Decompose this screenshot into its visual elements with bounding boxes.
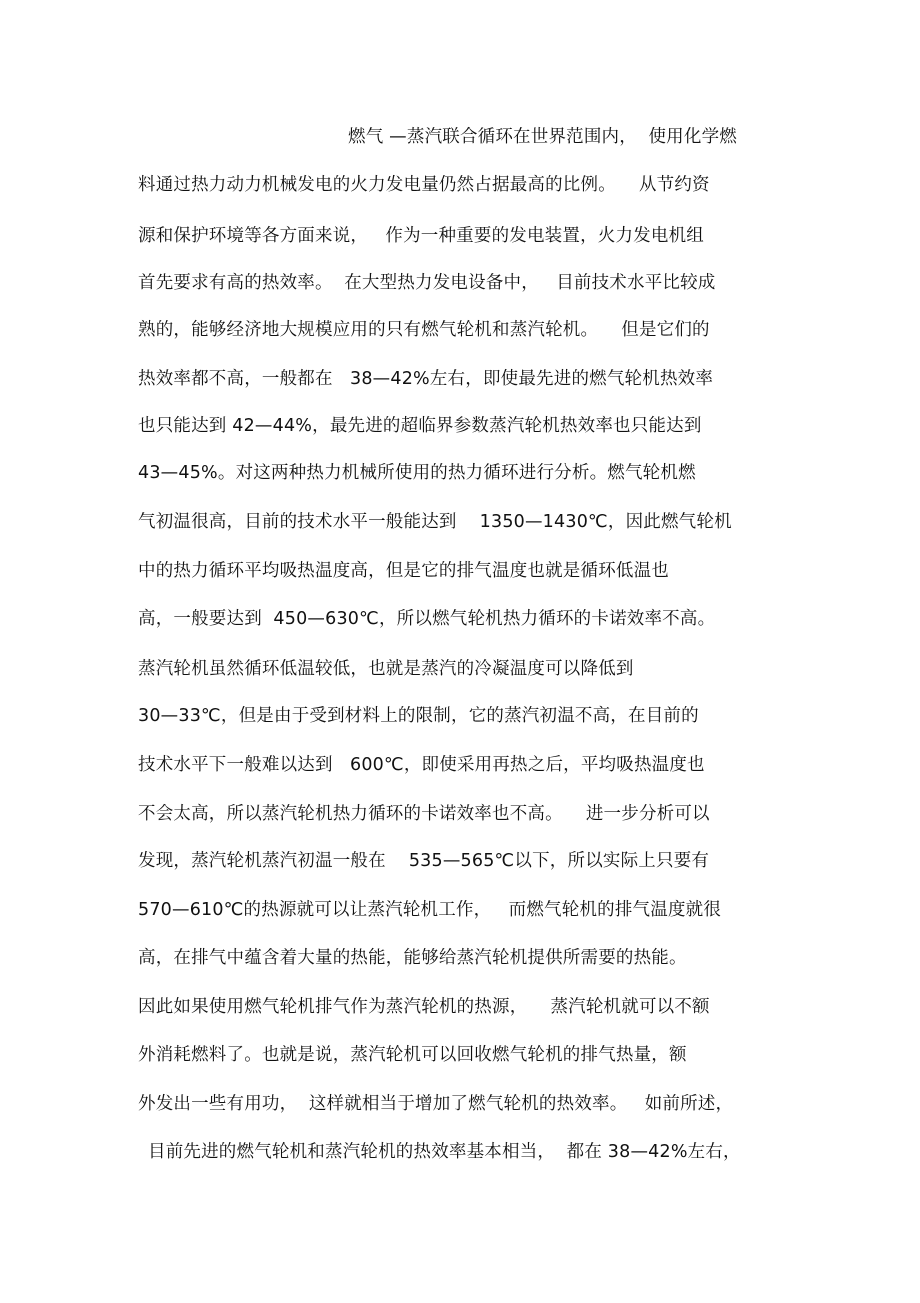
text-line: 首先要求有高的热效率。 在大型热力发电设备中， 目前技术水平比较成 <box>138 273 716 293</box>
text-line: 料通过热力动力机械发电的火力发电量仍然占据最高的比例。 从节约资 <box>138 175 710 195</box>
text-line: 也只能达到 42—44%，最先进的超临界参数蒸汽轮机热效率也只能达到 <box>138 416 702 436</box>
text-line: 570—610℃的热源就可以让蒸汽轮机工作， 而燃气轮机的排气温度就很 <box>138 900 722 920</box>
text-line: 43—45%。对这两种热力机械所使用的热力循环进行分析。燃气轮机燃 <box>138 463 696 483</box>
text-line: 气初温很高，目前的技术水平一般能达到 1350—1430℃，因此燃气轮机 <box>138 512 732 532</box>
text-line: 中的热力循环平均吸热温度高，但是它的排气温度也就是循环低温也 <box>138 561 669 581</box>
text-line: 热效率都不高，一般都在 38—42%左右，即使最先进的燃气轮机热效率 <box>138 369 714 389</box>
text-line: 燃气 —蒸汽联合循环在世界范围内， 使用化学燃 <box>348 127 737 147</box>
text-line: 目前先进的燃气轮机和蒸汽轮机的热效率基本相当， 都在 38—42%左右， <box>148 1142 741 1162</box>
text-line: 外消耗燃料了。也就是说，蒸汽轮机可以回收燃气轮机的排气热量，额 <box>138 1045 687 1065</box>
text-line: 源和保护环境等各方面来说， 作为一种重要的发电装置，火力发电机组 <box>138 226 704 246</box>
text-line: 高，在排气中蕴含着大量的热能，能够给蒸汽轮机提供所需要的热能。 <box>138 948 687 968</box>
text-line: 因此如果使用燃气轮机排气作为蒸汽轮机的热源， 蒸汽轮机就可以不额 <box>138 997 710 1017</box>
text-line: 30—33℃，但是由于受到材料上的限制，它的蒸汽初温不高，在目前的 <box>138 706 699 726</box>
text-line: 外发出一些有用功， 这样就相当于增加了燃气轮机的热效率。 如前所述， <box>138 1094 734 1114</box>
text-line: 熟的，能够经济地大规模应用的只有燃气轮机和蒸汽轮机。 但是它们的 <box>138 320 710 340</box>
text-line: 高，一般要达到 450—630℃，所以燃气轮机热力循环的卡诺效率不高。 <box>138 609 716 629</box>
text-line: 不会太高，所以蒸汽轮机热力循环的卡诺效率也不高。 进一步分析可以 <box>138 804 710 824</box>
text-line: 技术水平下一般难以达到 600℃，即使采用再热之后，平均吸热温度也 <box>138 755 705 775</box>
text-line: 蒸汽轮机虽然循环低温较低，也就是蒸汽的冷凝温度可以降低到 <box>138 659 634 679</box>
text-line: 发现，蒸汽轮机蒸汽初温一般在 535—565℃以下，所以实际上只要有 <box>138 851 710 871</box>
